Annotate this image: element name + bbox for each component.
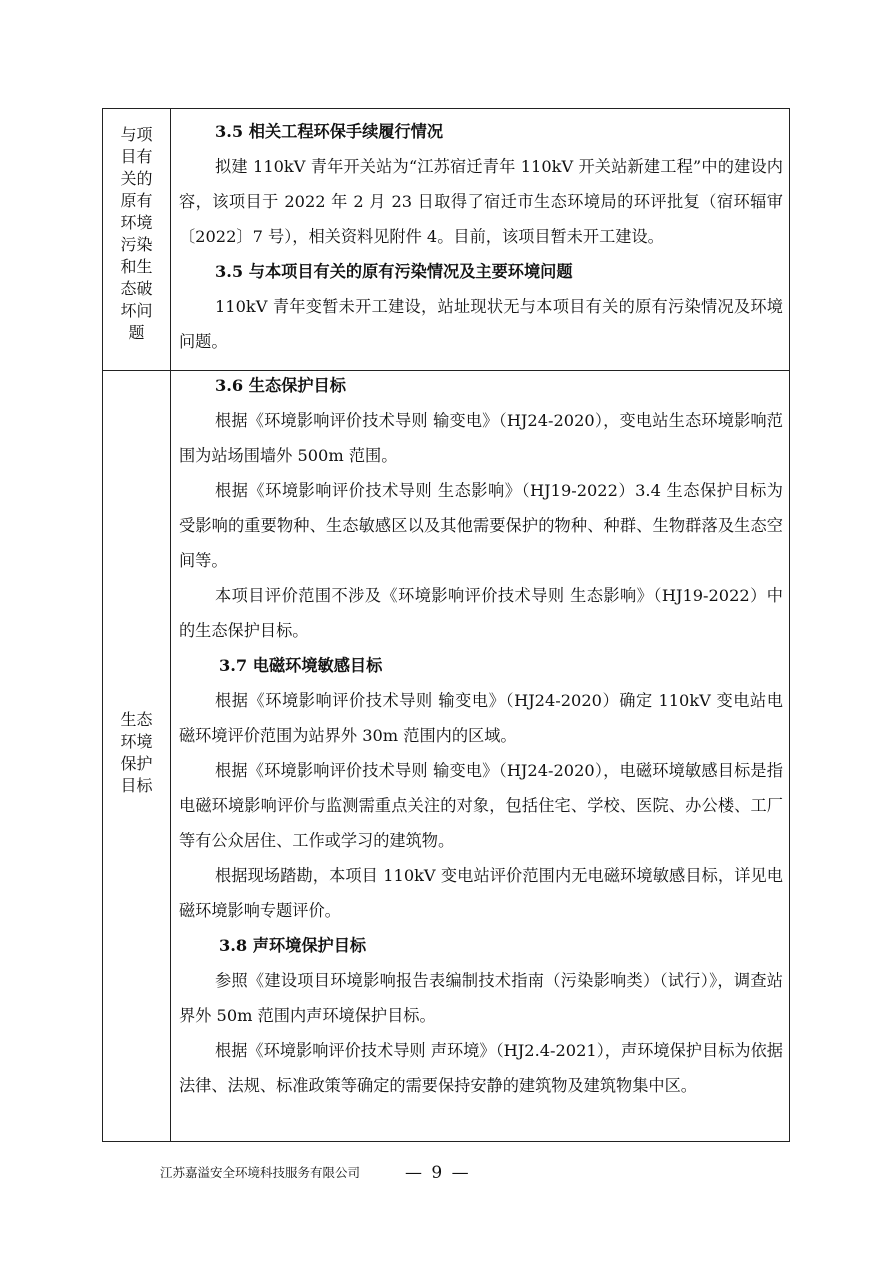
- row1-label: [103, 124, 170, 344]
- paragraph: 根据《环境影响评价技术导则 输变电》（HJ24-2020）确定 110kV 变电站电磁环境评价范围为站界外 30m 范围内的区域。: [179, 691, 783, 745]
- row1-label-line: 与项: [120, 125, 153, 144]
- row1-label-line: 关的: [120, 169, 153, 188]
- row1-label-line: 原有: [120, 191, 153, 210]
- row2-label-line: 目标: [120, 776, 153, 795]
- row2-content: [179, 368, 783, 1103]
- row2-label-line: 保护: [120, 754, 153, 773]
- row1-label-line: 目有: [120, 147, 153, 166]
- row1-label-line: 坏问: [120, 301, 153, 320]
- paragraph: 参照《建设项目环境影响报告表编制技术指南（污染影响类）（试行）》，调查站界外 50m 范围内声环境保护目标。: [179, 971, 783, 1025]
- footer-company: 江苏嘉溢安全环境科技服务有限公司: [160, 1165, 361, 1180]
- row1-label-line: 和生: [120, 257, 153, 276]
- paragraph: 根据《环境影响评价技术导则 输变电》（HJ24-2020），变电站生态环境影响范围为站场围墙外 500m 范围。: [179, 411, 783, 465]
- row1-content: [179, 114, 783, 359]
- paragraph: 根据《环境影响评价技术导则 声环境》（HJ2.4-2021），声环境保护目标为依据法律、法规、标准政策等确定的需要保持安静的建筑物及建筑物集中区。: [179, 1041, 783, 1095]
- row1-label-line: 态破: [120, 279, 153, 298]
- row1-label-line: 题: [128, 323, 145, 342]
- paragraph: 110kV 青年变暂未开工建设，站址现状无与本项目有关的原有污染情况及环境问题。: [179, 297, 783, 351]
- page-number: — 9 —: [405, 1163, 471, 1183]
- paragraph: 拟建 110kV 青年开关站为“江苏宿迁青年 110kV 开关站新建工程”中的建设内容，该项目于 2022 年 2 月 23 日取得了宿迁市生态环境局的环评批复（宿环辐审〔2022〕7 号），相关资料见附件 4。目前，该项目暂未开工建设。: [179, 157, 783, 246]
- paragraph: 本项目评价范围不涉及《环境影响评价技术导则 生态影响》（HJ19-2022）中的生态保护目标。: [179, 586, 783, 640]
- section-heading: 3.5 相关工程环保手续履行情况: [215, 122, 444, 141]
- paragraph: 根据《环境影响评价技术导则 生态影响》（HJ19-2022）3.4 生态保护目标为受影响的重要物种、生态敏感区以及其他需要保护的物种、种群、生物群落及生态空间等。: [179, 481, 783, 570]
- row2-label-line: 生态: [120, 710, 153, 729]
- row1-label-line: 污染: [120, 235, 153, 254]
- content-table: [102, 108, 790, 1142]
- section-heading: 3.5 与本项目有关的原有污染情况及主要环境问题: [215, 262, 573, 281]
- row2-label: [103, 709, 170, 797]
- section-heading: 3.6 生态保护目标: [215, 376, 346, 395]
- paragraph: 根据《环境影响评价技术导则 输变电》（HJ24-2020），电磁环境敏感目标是指电磁环境影响评价与监测需重点关注的对象，包括住宅、学校、医院、办公楼、工厂等有公众居住、工作或学习的建筑物。: [179, 761, 783, 850]
- section-heading: 3.7 电磁环境敏感目标: [219, 656, 383, 675]
- paragraph: 根据现场踏勘，本项目 110kV 变电站评价范围内无电磁环境敏感目标，详见电磁环境影响专题评价。: [179, 866, 783, 920]
- section-heading: 3.8 声环境保护目标: [219, 936, 367, 955]
- row1-label-line: 环境: [120, 213, 153, 232]
- row2-label-line: 环境: [120, 732, 153, 751]
- column-divider: [170, 109, 171, 1141]
